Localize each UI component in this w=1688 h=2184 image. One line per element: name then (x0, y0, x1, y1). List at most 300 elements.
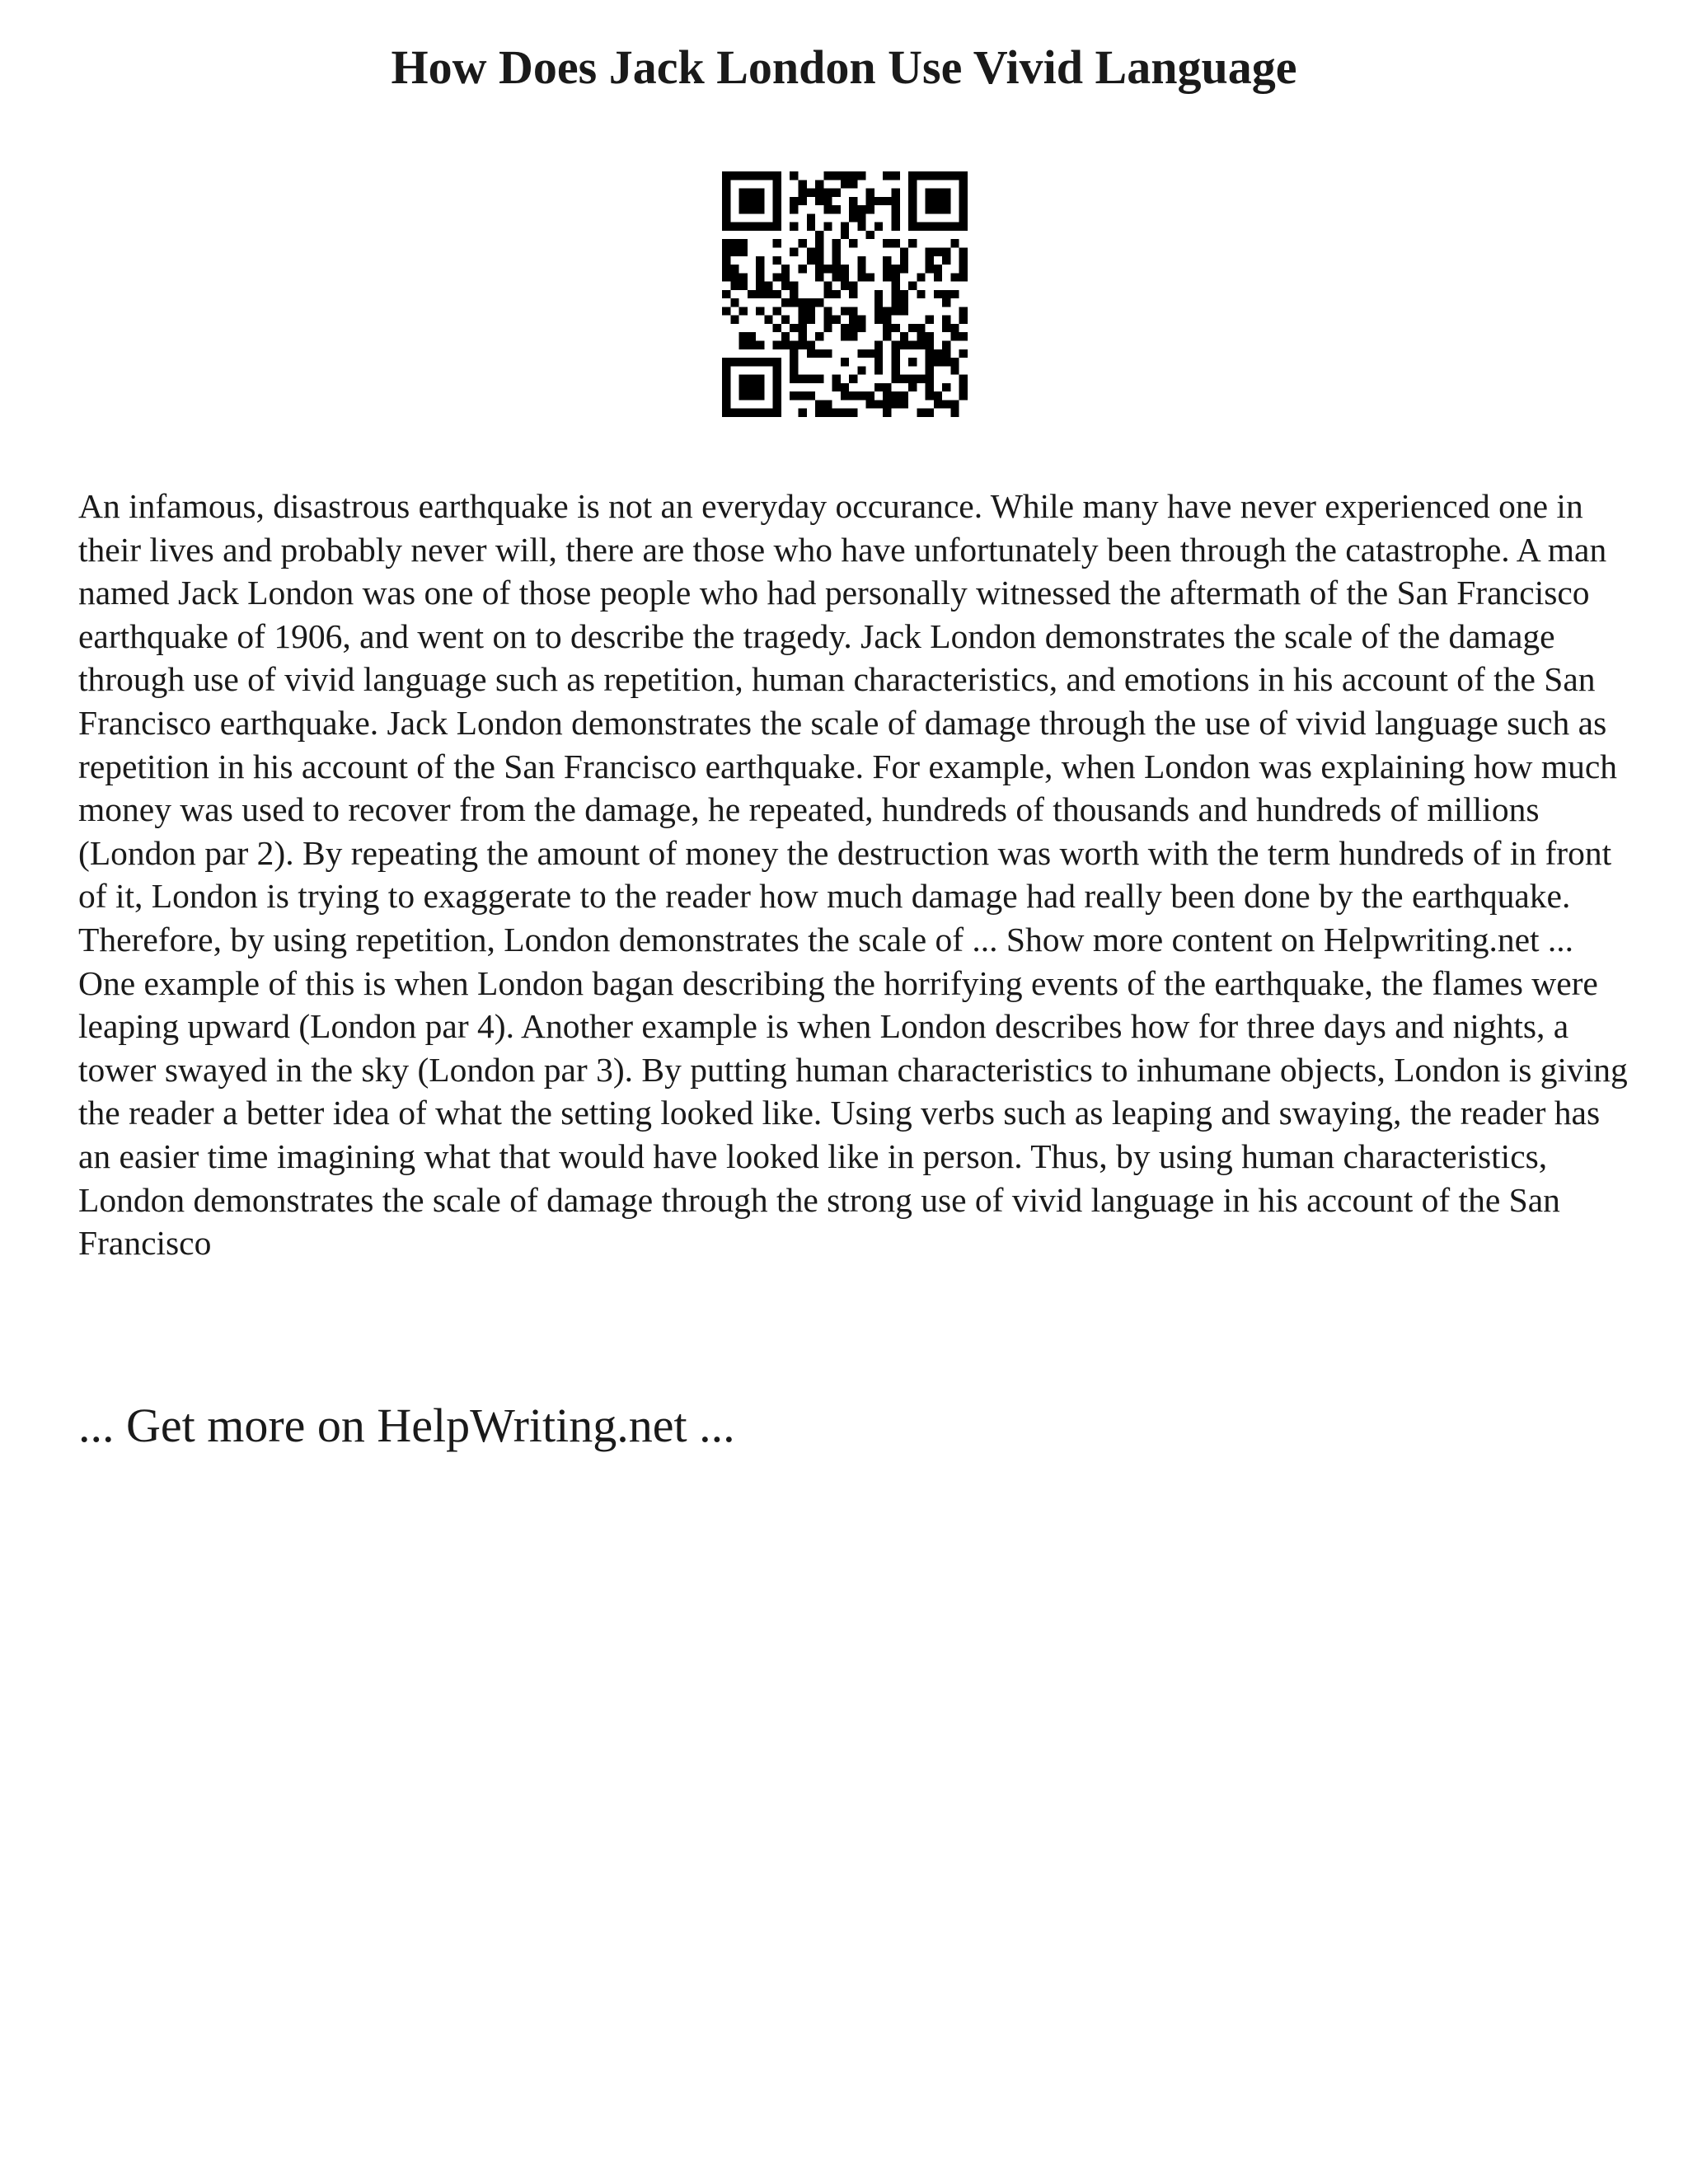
qr-module (773, 180, 781, 188)
qr-module (934, 290, 942, 298)
qr-module (798, 316, 806, 324)
qr-module (866, 391, 874, 400)
qr-module (798, 239, 806, 247)
qr-module (959, 375, 968, 383)
qr-module (857, 171, 865, 180)
qr-module (892, 324, 900, 332)
qr-module (892, 223, 900, 231)
qr-module (866, 197, 874, 205)
qr-module (892, 391, 900, 400)
qr-module (807, 307, 815, 315)
qr-module (823, 265, 832, 273)
qr-module (730, 409, 738, 417)
qr-module (722, 256, 730, 265)
qr-module (892, 358, 900, 366)
qr-module (748, 409, 756, 417)
qr-module (790, 223, 798, 231)
qr-module (756, 256, 764, 265)
qr-module (756, 282, 764, 290)
qr-module (722, 375, 730, 383)
qr-module (807, 316, 815, 324)
qr-module (917, 409, 925, 417)
qr-module (908, 213, 917, 222)
qr-module (832, 316, 841, 324)
qr-module (773, 239, 781, 247)
qr-module (849, 171, 857, 180)
qr-module (773, 290, 781, 298)
qr-module (798, 324, 806, 332)
qr-module (942, 316, 950, 324)
qr-module (841, 273, 849, 281)
qr-module (832, 256, 841, 265)
qr-module (815, 256, 823, 265)
qr-module (841, 358, 849, 366)
qr-module (849, 290, 857, 298)
qr-module (959, 383, 968, 391)
qr-module (849, 307, 857, 315)
qr-module (815, 375, 823, 383)
qr-module (926, 383, 934, 391)
qr-module (823, 282, 832, 290)
qr-module (934, 349, 942, 358)
qr-module (790, 290, 798, 298)
qr-module (934, 358, 942, 366)
qr-module (857, 223, 865, 231)
qr-module (798, 375, 806, 383)
qr-module (764, 290, 772, 298)
qr-module (874, 358, 883, 366)
qr-module (764, 358, 772, 366)
qr-module (722, 391, 730, 400)
qr-module (807, 349, 815, 358)
qr-module (807, 223, 815, 231)
qr-module (790, 366, 798, 374)
qr-module (866, 273, 874, 281)
qr-module (926, 265, 934, 273)
qr-module (883, 239, 891, 247)
qr-module (773, 171, 781, 180)
qr-module (950, 358, 959, 366)
qr-module (823, 197, 832, 205)
qr-module (942, 189, 950, 197)
qr-module (781, 282, 790, 290)
qr-module (790, 298, 798, 307)
qr-module (892, 307, 900, 315)
qr-module (892, 239, 900, 247)
qr-module (815, 180, 823, 188)
qr-module (781, 332, 790, 340)
qr-module (892, 265, 900, 273)
qr-module (798, 298, 806, 307)
qr-module (722, 197, 730, 205)
qr-module (883, 400, 891, 408)
qr-module (900, 290, 908, 298)
qr-module (892, 213, 900, 222)
qr-module (722, 180, 730, 188)
qr-module (730, 247, 738, 255)
qr-module (815, 273, 823, 281)
qr-module (832, 189, 841, 197)
qr-module (950, 171, 959, 180)
qr-module (883, 316, 891, 324)
qr-module (866, 205, 874, 213)
qr-module (722, 358, 730, 366)
qr-module (730, 298, 738, 307)
qr-module (815, 231, 823, 239)
qr-module (874, 341, 883, 349)
document-title: How Does Jack London Use Vivid Language (391, 40, 1297, 94)
qr-module (790, 349, 798, 358)
qr-module (926, 409, 934, 417)
qr-module (942, 256, 950, 265)
qr-module (892, 205, 900, 213)
qr-module (892, 298, 900, 307)
qr-module (917, 273, 925, 281)
qr-module (849, 197, 857, 205)
qr-module (841, 171, 849, 180)
qr-module (874, 366, 883, 374)
qr-module (807, 375, 815, 383)
qr-module (908, 223, 917, 231)
qr-module (790, 358, 798, 366)
qr-module (722, 205, 730, 213)
qr-module (950, 239, 959, 247)
qr-module (934, 189, 942, 197)
qr-module (739, 205, 748, 213)
qr-module (874, 298, 883, 307)
qr-module (900, 332, 908, 340)
qr-module (823, 409, 832, 417)
qr-module (841, 324, 849, 332)
qr-module (950, 366, 959, 374)
qr-code-icon[interactable] (722, 171, 968, 417)
qr-module (908, 171, 917, 180)
qr-module (959, 316, 968, 324)
qr-module (934, 223, 942, 231)
qr-module (908, 197, 917, 205)
qr-module (883, 273, 891, 281)
qr-module (781, 273, 790, 281)
qr-module (857, 349, 865, 358)
qr-module (883, 171, 891, 180)
qr-module (739, 189, 748, 197)
qr-module (942, 223, 950, 231)
qr-module (841, 383, 849, 391)
qr-module (959, 349, 968, 358)
qr-module (883, 265, 891, 273)
qr-module (959, 307, 968, 315)
qr-module (900, 341, 908, 349)
qr-module (807, 256, 815, 265)
qr-module (832, 409, 841, 417)
qr-module (739, 223, 748, 231)
qr-module (764, 409, 772, 417)
qr-module (807, 298, 815, 307)
qr-module (926, 247, 934, 255)
qr-module (926, 197, 934, 205)
qr-module (959, 197, 968, 205)
qr-module (722, 171, 730, 180)
qr-module (739, 273, 748, 281)
qr-module (823, 324, 832, 332)
qr-module (841, 223, 849, 231)
qr-module (790, 391, 798, 400)
qr-module (841, 231, 849, 239)
qr-module (874, 349, 883, 358)
qr-module (917, 223, 925, 231)
qr-module (798, 332, 806, 340)
qr-module (739, 197, 748, 205)
qr-module (942, 205, 950, 213)
qr-module (857, 273, 865, 281)
qr-module (942, 247, 950, 255)
qr-module (959, 223, 968, 231)
qr-module (722, 273, 730, 281)
qr-module (841, 265, 849, 273)
qr-module (942, 358, 950, 366)
qr-module (934, 273, 942, 281)
qr-module (908, 341, 917, 349)
qr-module (773, 189, 781, 197)
qr-module (892, 290, 900, 298)
qr-module (815, 400, 823, 408)
qr-module (781, 341, 790, 349)
qr-module (790, 341, 798, 349)
qr-module (849, 205, 857, 213)
qr-module (926, 366, 934, 374)
qr-module (773, 375, 781, 383)
qr-module (934, 197, 942, 205)
qr-module (748, 171, 756, 180)
qr-module (748, 197, 756, 205)
qr-module (892, 375, 900, 383)
qr-module (798, 341, 806, 349)
qr-module (773, 341, 781, 349)
qr-module (823, 307, 832, 315)
qr-module (959, 189, 968, 197)
qr-module (874, 223, 883, 231)
qr-module (832, 375, 841, 383)
qr-module (722, 189, 730, 197)
qr-module (883, 409, 891, 417)
qr-module (959, 256, 968, 265)
qr-module (756, 290, 764, 298)
qr-module (790, 247, 798, 255)
qr-module (959, 213, 968, 222)
qr-module (857, 324, 865, 332)
qr-module (849, 213, 857, 222)
qr-module (739, 247, 748, 255)
qr-module (798, 391, 806, 400)
qr-module (900, 307, 908, 315)
qr-module (722, 409, 730, 417)
qr-module (892, 171, 900, 180)
qr-module (807, 189, 815, 197)
qr-module (790, 171, 798, 180)
qr-module (823, 171, 832, 180)
qr-module (874, 290, 883, 298)
qr-module (908, 239, 917, 247)
qr-module (739, 282, 748, 290)
qr-module (756, 197, 764, 205)
qr-module (950, 290, 959, 298)
qr-module (866, 349, 874, 358)
qr-module (773, 409, 781, 417)
qr-module (857, 265, 865, 273)
qr-module (942, 197, 950, 205)
qr-module (866, 189, 874, 197)
qr-module (892, 197, 900, 205)
qr-module (841, 391, 849, 400)
qr-module (756, 341, 764, 349)
qr-module (908, 375, 917, 383)
qr-module (739, 358, 748, 366)
qr-module (756, 265, 764, 273)
qr-module (942, 349, 950, 358)
qr-module (815, 332, 823, 340)
qr-module (722, 247, 730, 255)
qr-module (773, 213, 781, 222)
qr-module (959, 391, 968, 400)
qr-module (730, 316, 738, 324)
qr-module (926, 332, 934, 340)
qr-module (883, 383, 891, 391)
qr-module (790, 197, 798, 205)
qr-module (942, 298, 950, 307)
qr-module (849, 375, 857, 383)
qr-module (748, 391, 756, 400)
qr-module (807, 341, 815, 349)
qr-module (764, 171, 772, 180)
qr-module (756, 391, 764, 400)
qr-module (773, 307, 781, 315)
qr-module (773, 400, 781, 408)
qr-module (942, 324, 950, 332)
qr-module (807, 213, 815, 222)
qr-module (950, 400, 959, 408)
qr-module (934, 205, 942, 213)
qr-module (739, 383, 748, 391)
qr-module (892, 341, 900, 349)
qr-module (849, 316, 857, 324)
qr-module (790, 375, 798, 383)
qr-module (926, 341, 934, 349)
qr-module (832, 265, 841, 273)
qr-module (959, 273, 968, 281)
qr-module (739, 341, 748, 349)
qr-module (748, 332, 756, 340)
qr-module (926, 189, 934, 197)
qr-module (950, 332, 959, 340)
qr-module (739, 375, 748, 383)
qr-module (874, 307, 883, 315)
qr-module (917, 171, 925, 180)
qr-module (748, 189, 756, 197)
qr-module (773, 391, 781, 400)
qr-module (892, 349, 900, 358)
qr-module (934, 400, 942, 408)
qr-module (883, 307, 891, 315)
paragraph-1: An infamous, disastrous earthquake is not an everyday occurance. While many have never experienced one in their lives and probably never will, there are those who have unfortunately been through the catastrophe. A man named Jack London was one of those people who had personally witnessed the aftermath of the San Francisco earthquake of 1906, and went on to describe the tragedy. Jack London demonstrates the scale of the damage through use of vivid language such as repetition, human characteristics, and emotions in his account of the San Francisco earthquake. Jack London demonstrates the scale of damage through the use of vivid language such as repetition in his account of the San Francisco earthquake. For example, when London was explaining how much money was used to recover from the damage, he repeated, hundreds of thousands and hundreds of millions (London par 2). By repeating the amount of money the destruction was worth with the term hundreds of in front of it, London is trying to exaggerate to the reader how much damage had really been done by the earthquake. Therefore, by using repetition, London demonstrates the scale of ... Show more content on Helpwriting.net ... (78, 487, 1618, 958)
qr-module (908, 383, 917, 391)
qr-module (926, 256, 934, 265)
qr-module (730, 171, 738, 180)
qr-module (773, 223, 781, 231)
qr-module (773, 197, 781, 205)
qr-module (942, 290, 950, 298)
qr-module (849, 332, 857, 340)
qr-module (722, 213, 730, 222)
qr-module (739, 171, 748, 180)
qr-module (823, 290, 832, 298)
qr-module (892, 273, 900, 281)
qr-module (823, 189, 832, 197)
qr-module (815, 189, 823, 197)
qr-module (874, 383, 883, 391)
qr-module (942, 400, 950, 408)
qr-module (857, 213, 865, 222)
qr-module (748, 223, 756, 231)
qr-module (798, 409, 806, 417)
qr-module (908, 282, 917, 290)
qr-module (756, 307, 764, 315)
qr-module (959, 171, 968, 180)
get-more-link[interactable]: ... Get more on HelpWriting.net ... (78, 1399, 735, 1452)
paragraph-2: One example of this is when London bagan describing the horrifying events of the earthquake, the flames were leaping upward (London par 4). Another example is when London describes how for three days and nights, a tower swayed in the sky (London par 3). By putting human characteristics to inhumane objects, London is giving the reader a better idea of what the setting looked like. Using verbs such as leaping and swaying, the reader has an easier time imagining what that would have looked like in person. Thus, by using human characteristics, London demonstrates the scale of damage through the strong use of vivid language in his account of the San Francisco (78, 963, 1628, 1263)
qr-module (790, 282, 798, 290)
qr-module (917, 341, 925, 349)
qr-module (823, 223, 832, 231)
qr-module (756, 189, 764, 197)
qr-module (883, 324, 891, 332)
qr-module (892, 189, 900, 197)
qr-module (773, 358, 781, 366)
qr-module (832, 247, 841, 255)
qr-module (807, 391, 815, 400)
qr-module (926, 223, 934, 231)
qr-module (950, 223, 959, 231)
qr-module (950, 324, 959, 332)
qr-module (781, 298, 790, 307)
qr-module (942, 171, 950, 180)
qr-module (959, 247, 968, 255)
qr-module (908, 324, 917, 332)
qr-module (959, 265, 968, 273)
qr-module (959, 180, 968, 188)
qr-module (874, 400, 883, 408)
qr-module (815, 239, 823, 247)
qr-module (798, 265, 806, 273)
qr-module (917, 290, 925, 298)
qr-module (815, 247, 823, 255)
qr-module (866, 231, 874, 239)
qr-module (841, 332, 849, 340)
qr-module (942, 383, 950, 391)
qr-module (798, 180, 806, 188)
qr-module (934, 265, 942, 273)
qr-module (823, 349, 832, 358)
qr-module (926, 375, 934, 383)
qr-module (908, 180, 917, 188)
qr-module (841, 282, 849, 290)
qr-module (950, 273, 959, 281)
qr-module (756, 223, 764, 231)
qr-module (892, 282, 900, 290)
qr-module (748, 205, 756, 213)
qr-module (722, 400, 730, 408)
qr-module (798, 307, 806, 315)
qr-module (900, 391, 908, 400)
